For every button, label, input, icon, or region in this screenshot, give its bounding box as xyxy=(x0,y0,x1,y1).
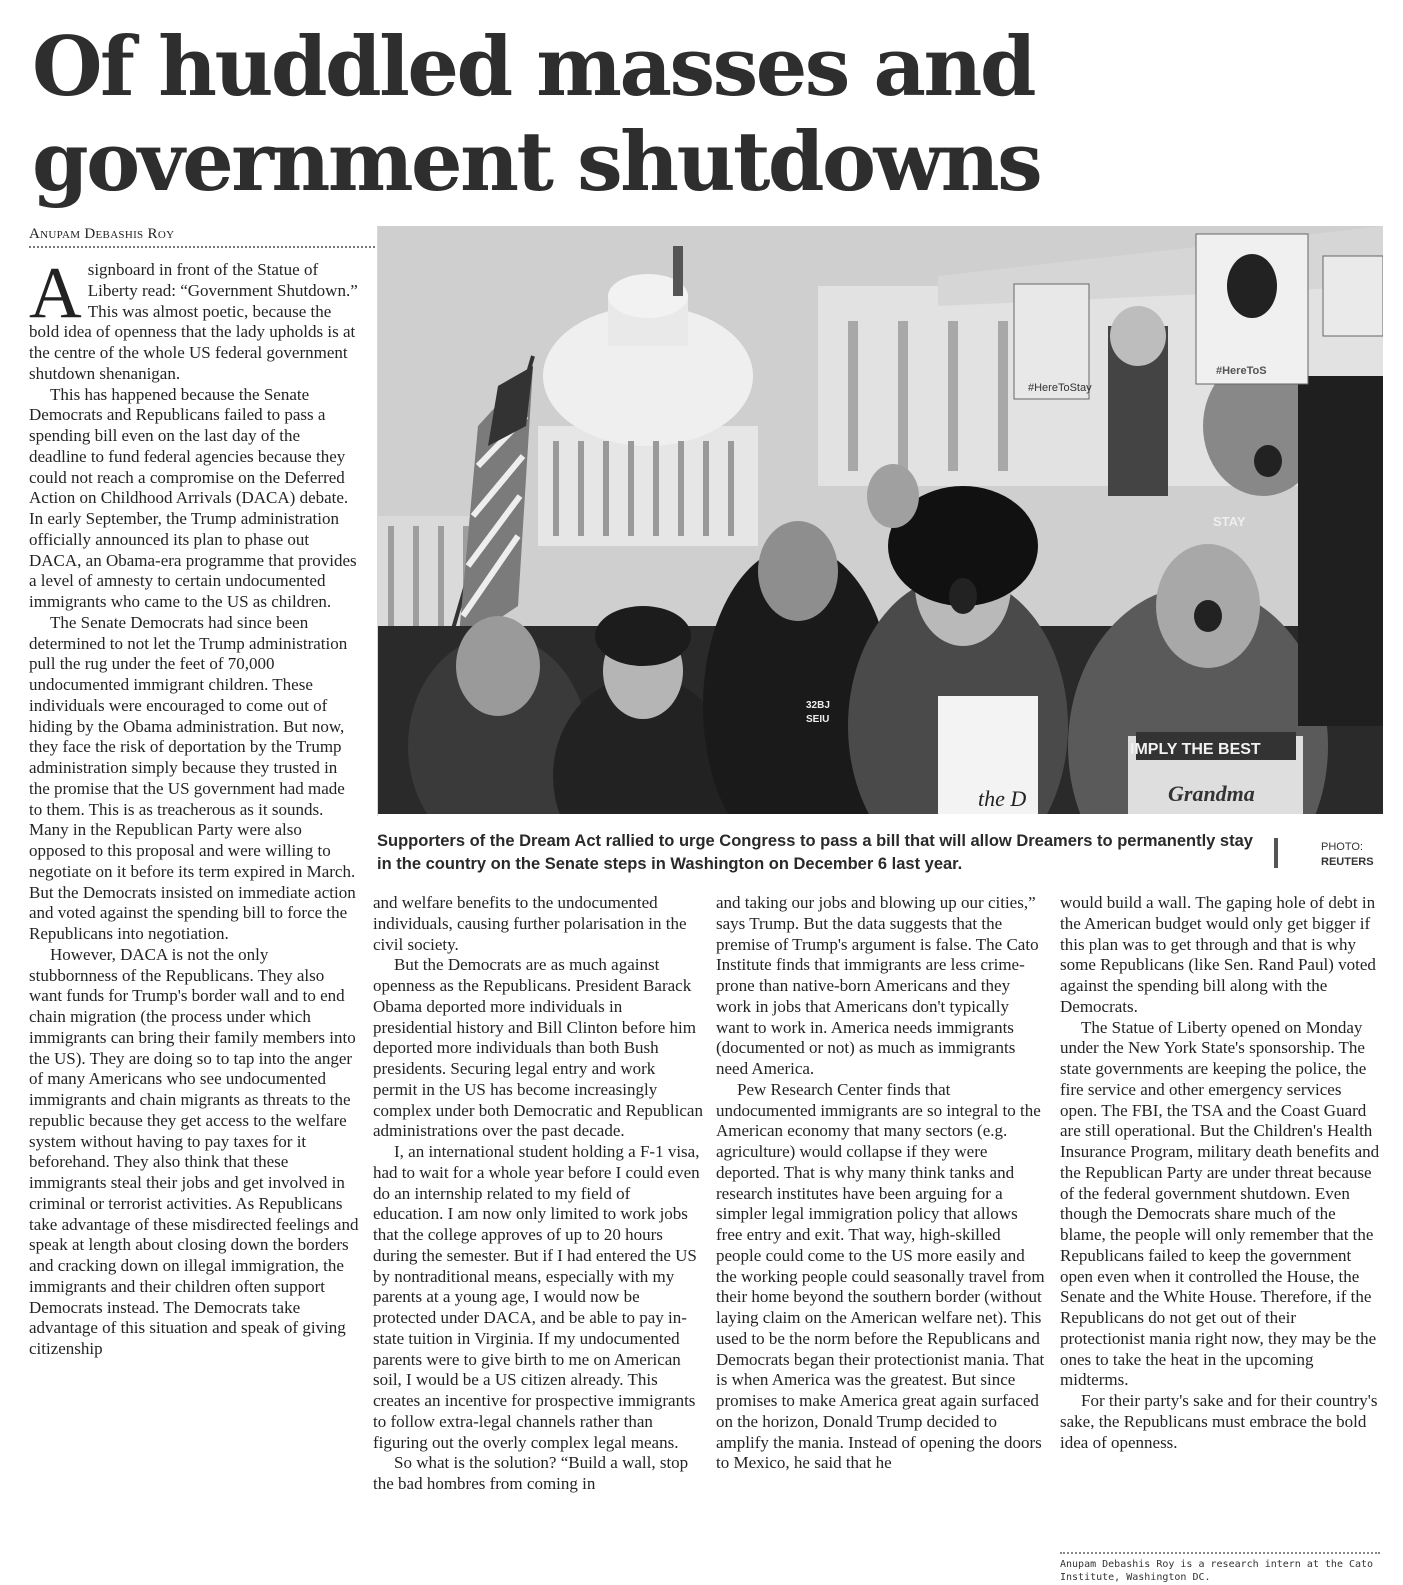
headline: Of huddled masses and government shutdowns xyxy=(32,20,1041,210)
rally-photo-illustration xyxy=(378,226,1383,814)
paragraph-text: signboard in front of the Statue of Liberty read: “Government Shutdown.” This was almost poetic, because the bold idea of openness that the lady upholds is at the centre of the whole US federal government shutdown shenanigan. xyxy=(29,260,358,383)
badge-text-32bj: 32BJ xyxy=(806,700,830,711)
paragraph: But the Democrats are as much against openness as the Republicans. President Barack Obama deported more individuals in presidential history and Bill Clinton before him deported more individuals than both Bush presidents. Securing legal entry and work permit in the US has become increasingly complex under both Democratic and Republican administrations over the past decade. xyxy=(373,955,703,1141)
shirt-text-grandma: Grandma xyxy=(1168,781,1255,806)
paragraph: and taking our jobs and blowing up our cities,” says Trump. But the data suggests that the premise of Trump's argument is false. The Cato Institute finds that immigrants are less crime-prone than native-born Americans and they work in jobs that Americans don't typically want to work in. America needs immigrants (documented or not) as much as immigrants need America. xyxy=(716,893,1039,1078)
paragraph: and welfare benefits to the undocumented individuals, causing further polarisation in the civil society. xyxy=(373,893,687,954)
badge-text-seiu: SEIU xyxy=(806,714,830,725)
shirt-text: IMPLY THE BEST xyxy=(1130,741,1261,758)
photo-credit xyxy=(1321,840,1401,870)
banner-text: the D xyxy=(978,786,1027,811)
paragraph: However, DACA is not the only stubbornness of the Republicans. They also want funds for Trump's border wall and to end chain migration (the process under which immigrants can bring their family members into the US). They are doing so to tap into the anger of many Americans who see undocumented immigrants and chain migrants as threats to the republic because they get access to the welfare system without having to pay taxes for it beforehand. They also think that these immigrants steal their jobs and get involved in criminal or terrorist activities. As Republicans take advantage of these misdirected feelings and speak at length about closing down the borders and cracking down on illegal immigration, the immigrants and their children often support Democrats instead. The Democrats take advantage of this situation and speak of giving citizenship xyxy=(29,944,359,1358)
paragraph: The Statue of Liberty opened on Monday under the New York State's sponsorship. The state governments are keeping the police, the fire service and other emergency services open. The FBI, the TSA and the Coast Guard are still operational. But the Children's Health Insurance Program, military death benefits and the Republican Party are under threat because of the federal government shutdown. Even though the Democrats share much of the blame, the people will only remember that the Republicans failed to keep the government open even when it controlled the House, the Senate and the White House. Therefore, if the Republicans do not get out of their protectionist mania right now, they may be the ones to take the heat in the upcoming midterms. xyxy=(1060,1017,1380,1390)
headband-text: STAY xyxy=(1213,514,1246,529)
paragraph: would build a wall. The gaping hole of debt in the American budget would only get bigger if this plan was to get through and that is why some Republicans (like Sen. Rand Paul) voted against the spending bill along with the Democrats. xyxy=(1060,893,1376,1016)
paragraph: The Senate Democrats had since been determined to not let the Trump administration pull the rug under the feet of 70,000 undocumented immigrant children. These individuals were encouraged to come out of hiding by the Obama administration. But now, they face the risk of deportation by the Trump administration simply because they trusted in the promise that the US government had made to them. This is as treacherous as it sounds. Many in the Republican Party were also opposed to this proposal and were willing to negotiate on it before its term expired in March. But the Democrats insisted on immediate action and voted against the spending bill to force the Republicans into negotiation. xyxy=(29,612,356,943)
paragraph: I, an international student holding a F-1 visa, had to wait for a whole year before I could even do an internship related to my field of education. I am now only limited to work jobs that the college approves of up to 20 hours during the semester. But if I had entered the US by nontraditional means, especially with my parents at a young age, I would now be protected under DACA, and be able to pay in-state tuition in Virginia. If my undocumented parents were to give birth to me on American soil, I would be a US citizen already. This creates an incentive for prospective immigrants to follow extra-legal channels rather than figuring out the overly complex legal means. xyxy=(373,1142,700,1452)
rally-photo xyxy=(378,226,1383,814)
drop-cap: A xyxy=(29,260,82,333)
article-column-2 xyxy=(373,893,703,1585)
byline: Anupam Debashis Roy xyxy=(29,226,379,248)
sign-text-heretos: #HereToS xyxy=(1216,365,1267,377)
article-column-4 xyxy=(1060,893,1380,1508)
paragraph: For their party's sake and for their country's sake, the Republicans must embrace the bold idea of openness. xyxy=(1060,1391,1378,1452)
paragraph: Pew Research Center finds that undocumented immigrants are so integral to the American economy that many sectors (e.g. agriculture) would collapse if they were deported. That is why many think tanks and research institutes have been arguing for a simpler legal immigration policy that allows free entry and exit. That way, high-skilled people could come to the US more easily and the working people could seasonally travel from their home beyond the southern border (without laying claim on the American welfare net). This used to be the norm before the Republicans and Democrats began their protectionist mania. That is when America was the greatest. But since promises to make America great again surfaced on the horizon, Donald Trump decided to amplify the mania. Instead of opening the doors to Mexico, he said that he xyxy=(716,1079,1045,1473)
lead-paragraph xyxy=(29,260,359,385)
photo-caption: Supporters of the Dream Act rallied to urge Congress to pass a bill that will allow Dreamers to permanently stay in the country on the Senate steps in Washington on December 6 last year. xyxy=(377,832,1253,873)
sign-text-heretostay: #HereToStay xyxy=(1028,382,1092,394)
photo-credit-label: PHOTO: xyxy=(1321,841,1363,853)
paragraph: This has happened because the Senate Democrats and Republicans failed to pass a spending bill even on the last day of the deadline to fund federal agencies because they could not reach a compromise on the Deferred Action on Childhood Arrivals (DACA) debate. In early September, the Trump administration officially announced its plan to phase out DACA, an Obama-era programme that provides a level of amnesty to certain undocumented immigrants who came to the US as children. xyxy=(29,384,357,611)
paragraph: So what is the solution? “Build a wall, stop the bad hombres from coming in xyxy=(373,1453,689,1493)
article-column-1 xyxy=(29,260,359,1582)
author-bio: Anupam Debashis Roy is a research intern at the Cato Institute, Washington DC. xyxy=(1060,1552,1380,1584)
article-column-3 xyxy=(716,893,1046,1585)
photo-credit-source: REUTERS xyxy=(1321,856,1374,868)
credit-divider xyxy=(1274,838,1278,868)
